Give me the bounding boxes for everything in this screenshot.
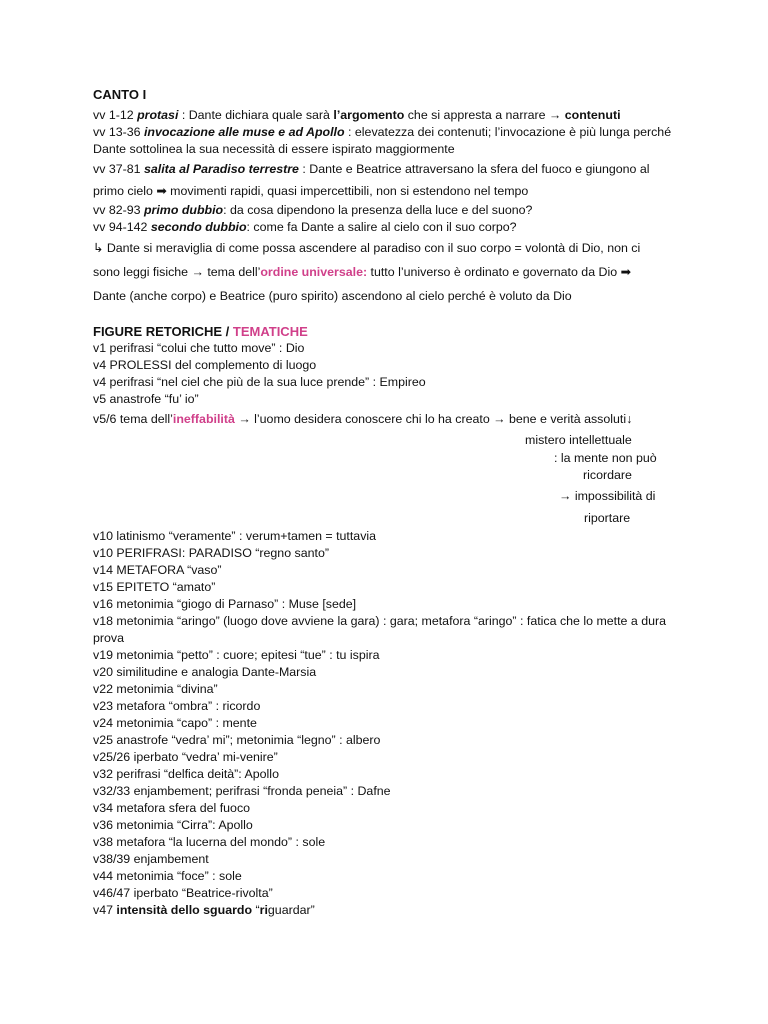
- verse-range: vv 1-12: [93, 108, 138, 122]
- list-item: v19 metonimia “petto” : cuore; epitesi “tue” : tu ispira: [93, 648, 380, 662]
- text: : Dante e Beatrice attraversano la sfera del fuoco e giungono al: [298, 162, 650, 176]
- canto-line-9: Dante (anche corpo) e Beatrice (puro spirito) ascendono al cielo perché è voluto da Dio: [93, 289, 572, 303]
- text: v47: [93, 903, 117, 917]
- figure-item: v5 anastrofe “fu’ io”: [93, 392, 199, 406]
- term-protasi: protasi: [137, 108, 179, 122]
- list-item: v23 metafora “ombra” : ricordo: [93, 699, 261, 713]
- sub-note-2: : la mente non può: [554, 451, 657, 465]
- list-item: v25/26 iperbato “vedra’ mi-venire”: [93, 750, 278, 764]
- list-item-last: [93, 902, 693, 919]
- text: sono leggi fisiche → tema dell’: [93, 265, 261, 279]
- term-secondo-dubbio: secondo dubbio: [150, 220, 247, 234]
- term-contenuti: contenuti: [564, 108, 621, 122]
- figure-title-b: TEMATICHE: [232, 324, 308, 339]
- term-argomento: l’argomento: [333, 108, 405, 122]
- term-intensita: intensità dello sguardo: [116, 903, 253, 917]
- sub-note-3: ricordare: [583, 468, 632, 482]
- canto-line-3: [93, 158, 693, 180]
- text: che si appresta a narrare →: [404, 108, 565, 122]
- canto-line-1: [93, 107, 693, 124]
- figure-section: [93, 323, 693, 430]
- list-item: v18 metonimia “aringo” (luogo dove avviene la gara) : gara; metafora “aringo” : fatica che lo mette a dura prova: [93, 614, 667, 645]
- text: “: [252, 903, 260, 917]
- text: : Dante dichiara quale sarà: [178, 108, 334, 122]
- canto-line-8: [93, 260, 693, 284]
- canto-line-4: primo cielo ➡ movimenti rapidi, quasi impercettibili, non si estendono nel tempo: [93, 184, 529, 198]
- term-primo-dubbio: primo dubbio: [143, 203, 224, 217]
- list-item: v16 metonimia “giogo di Parnaso” : Muse [sede]: [93, 597, 357, 611]
- term-ineffabilita: ineffabilità: [172, 412, 235, 426]
- sub-note-1: mistero intellettuale: [525, 433, 632, 447]
- figure-list: [93, 528, 693, 919]
- figure-title: [93, 323, 693, 340]
- figure-item: v4 PROLESSI del complemento di luogo: [93, 358, 317, 372]
- verse-range: vv 82-93: [93, 203, 144, 217]
- list-item: v15 EPITETO “amato”: [93, 580, 216, 594]
- canto-line-5: [93, 202, 693, 219]
- text: : da cosa dipendono la presenza della luce e del suono?: [223, 203, 533, 217]
- text: : come fa Dante a salire al cielo con il suo corpo?: [246, 220, 517, 234]
- verse-range: vv 94-142: [93, 220, 151, 234]
- verse-range: vv 13-36: [93, 125, 144, 139]
- text: v5/6 tema dell’: [93, 412, 173, 426]
- list-item: v20 similitudine e analogia Dante-Marsia: [93, 665, 317, 679]
- canto-line-6: [93, 219, 693, 236]
- list-item: v24 metonimia “capo” : mente: [93, 716, 257, 730]
- term-ordine-universale: ordine universale:: [260, 265, 368, 279]
- text: tutto l’universo è ordinato e governato da Dio ➡: [367, 265, 631, 279]
- list-item: v22 metonimia “divina”: [93, 682, 218, 696]
- figure-item: v1 perifrasi “colui che tutto move” : Dio: [93, 341, 305, 355]
- list-item: v46/47 iperbato “Beatrice-rivolta”: [93, 886, 273, 900]
- list-item: v25 anastrofe “vedra’ mi”; metonimia “legno” : albero: [93, 733, 381, 747]
- list-item: v36 metonimia “Cirra”: Apollo: [93, 818, 253, 832]
- list-item: v10 latinismo “veramente” : verum+tamen = tuttavia: [93, 529, 377, 543]
- canto-line-2: [93, 124, 673, 158]
- canto-line-7: ↳ Dante si meraviglia di come possa ascendere al paradiso con il suo corpo = volontà di Dio, non ci: [93, 241, 641, 255]
- list-item: v32/33 enjambement; perifrasi “fronda peneia” : Dafne: [93, 784, 391, 798]
- list-item: v10 PERIFRASI: PARADISO “regno santo”: [93, 546, 329, 560]
- text: → l’uomo desidera conoscere chi lo ha creato → bene e verità assoluti↓: [234, 412, 633, 426]
- text: : elevatezza dei contenuti; l’invocazione è più lunga perché Dante sottolinea la sua necessità di essere ispirato maggiormente: [93, 125, 672, 156]
- list-item: v32 perifrasi “delfica deità”: Apollo: [93, 767, 279, 781]
- sub-note-5: riportare: [584, 511, 631, 525]
- term-salita: salita al Paradiso terrestre: [143, 162, 299, 176]
- list-item: v34 metafora sfera del fuoco: [93, 801, 251, 815]
- canto-title: CANTO I: [93, 87, 147, 102]
- sub-note-4: → impossibilità di: [559, 489, 656, 503]
- figure-title-a: FIGURE RETORICHE /: [93, 324, 233, 339]
- list-item: v38 metafora “la lucerna del mondo” : sole: [93, 835, 326, 849]
- term-ri: ri: [259, 903, 268, 917]
- figure-item: v4 perifrasi “nel ciel che più de la sua luce prende” : Empireo: [93, 375, 426, 389]
- verse-range: vv 37-81: [93, 162, 144, 176]
- term-invocazione: invocazione alle muse e ad Apollo: [143, 125, 345, 139]
- list-item: v44 metonimia “foce” : sole: [93, 869, 242, 883]
- canto-section: [93, 86, 693, 308]
- figure-item-ineffabilita: [93, 408, 693, 430]
- list-item: v14 METAFORA “vaso”: [93, 563, 222, 577]
- list-item: v38/39 enjambement: [93, 852, 209, 866]
- text: guardar”: [267, 903, 315, 917]
